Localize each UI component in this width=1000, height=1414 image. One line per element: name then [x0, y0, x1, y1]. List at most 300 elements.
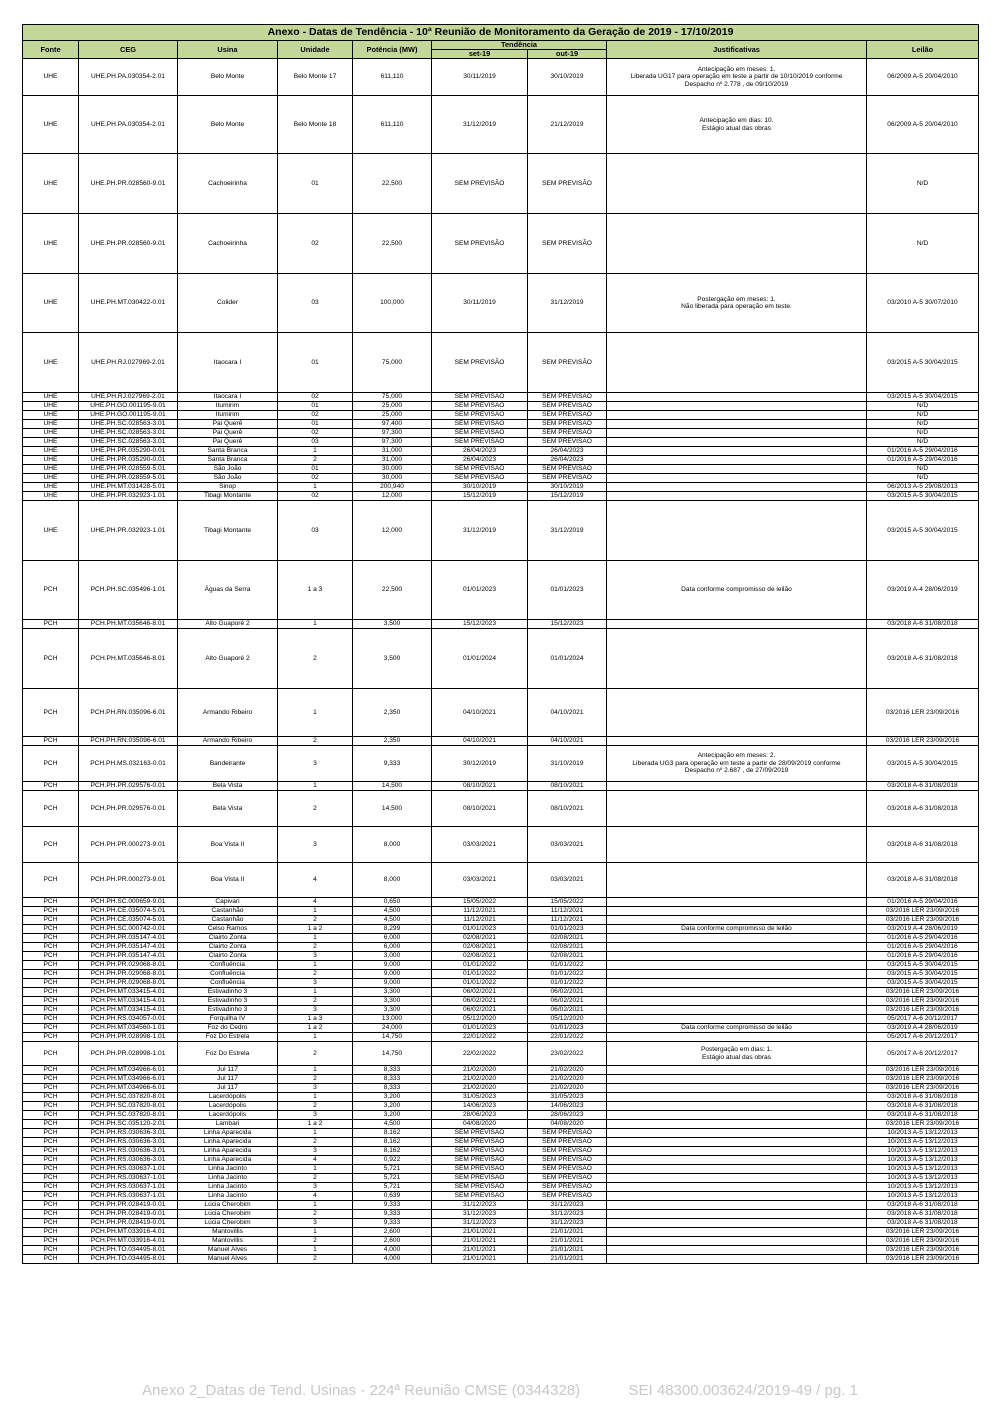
- cell-fonte: PCH: [23, 1174, 79, 1183]
- cell-out: 11/12/2021: [528, 916, 607, 925]
- table-row: [23, 997, 979, 1006]
- cell-usina: Belo Monte: [178, 96, 278, 154]
- cell-unidade: 2: [278, 916, 353, 925]
- header-leilao: Leilão: [867, 41, 979, 59]
- cell-unidade: 01: [278, 333, 353, 393]
- cell-set: SEM PREVISÃO: [432, 333, 528, 393]
- cell-ceg: PCH.PH.MT.035646-8.01: [79, 620, 178, 629]
- table-row: [23, 1084, 979, 1093]
- cell-usina: Tibagi Montante: [178, 492, 278, 501]
- table-row: [23, 689, 979, 737]
- cell-potencia: 2,350: [353, 737, 432, 746]
- footer-document-name: Anexo 2_Datas de Tend. Usinas - 224ª Reunião CMSE (0344328): [142, 1382, 581, 1399]
- cell-ceg: PCH.PH.MS.032163-0.01: [79, 746, 178, 782]
- cell-potencia: 4,500: [353, 1120, 432, 1129]
- cell-ceg: UHE.PH.MT.030422-0.01: [79, 274, 178, 333]
- cell-leilao: 06/2013 A-5 29/08/2013: [867, 483, 979, 492]
- cell-out: SEM PREVISÃO: [528, 1138, 607, 1147]
- cell-usina: Sinop: [178, 483, 278, 492]
- table-row: [23, 925, 979, 934]
- cell-set: SEM PREVISÃO: [432, 411, 528, 420]
- cell-out: 01/01/2022: [528, 970, 607, 979]
- cell-out: 03/03/2021: [528, 827, 607, 863]
- cell-unidade: 01: [278, 154, 353, 214]
- cell-just: [607, 1228, 867, 1237]
- cell-set: 04/10/2021: [432, 689, 528, 737]
- cell-potencia: 2,600: [353, 1228, 432, 1237]
- cell-unidade: 4: [278, 863, 353, 898]
- header-ceg: CEG: [79, 41, 178, 59]
- cell-just: [607, 402, 867, 411]
- cell-usina: Bandeirante: [178, 746, 278, 782]
- cell-ceg: PCH.PH.PR.035147-4.01: [79, 934, 178, 943]
- cell-leilao: 03/2018 A-6 31/08/2018: [867, 620, 979, 629]
- cell-potencia: 12,000: [353, 492, 432, 501]
- cell-ceg: PCH.PH.RS.030637-1.01: [79, 1183, 178, 1192]
- cell-set: SEM PREVISÃO: [432, 420, 528, 429]
- table-row: [23, 96, 979, 154]
- cell-usina: Lúcia Cherobim: [178, 1201, 278, 1210]
- cell-fonte: PCH: [23, 970, 79, 979]
- cell-just: [607, 1183, 867, 1192]
- table-row: [23, 561, 979, 620]
- cell-fonte: PCH: [23, 689, 79, 737]
- cell-leilao: 05/2017 A-6 20/12/2017: [867, 1033, 979, 1042]
- cell-potencia: 611,110: [353, 96, 432, 154]
- cell-fonte: PCH: [23, 561, 79, 620]
- table-row: [23, 1066, 979, 1075]
- cell-usina: Lacerdópolis: [178, 1093, 278, 1102]
- cell-unidade: 2: [278, 1042, 353, 1066]
- cell-ceg: UHE.PH.PR.028560-9.01: [79, 154, 178, 214]
- cell-unidade: 2: [278, 737, 353, 746]
- cell-set: 22/02/2022: [432, 1042, 528, 1066]
- cell-unidade: 02: [278, 411, 353, 420]
- cell-leilao: 03/2018 A-6 31/08/2018: [867, 827, 979, 863]
- cell-just: [607, 1246, 867, 1255]
- cell-out: SEM PREVISÃO: [528, 1183, 607, 1192]
- cell-usina: Jul 117: [178, 1075, 278, 1084]
- cell-out: 05/12/2020: [528, 1015, 607, 1024]
- cell-usina: Cachoeirinha: [178, 154, 278, 214]
- cell-fonte: PCH: [23, 1120, 79, 1129]
- cell-ceg: PCH.PH.PR.029068-8.01: [79, 970, 178, 979]
- cell-out: SEM PREVISÃO: [528, 333, 607, 393]
- cell-usina: Itaocara I: [178, 333, 278, 393]
- cell-set: 30/10/2019: [432, 483, 528, 492]
- cell-fonte: UHE: [23, 402, 79, 411]
- cell-just: [607, 907, 867, 916]
- table-row: [23, 274, 979, 333]
- table-row: [23, 979, 979, 988]
- cell-set: 30/11/2019: [432, 59, 528, 96]
- cell-usina: Linha Jacinto: [178, 1192, 278, 1201]
- cell-just: [607, 979, 867, 988]
- cell-leilao: N/D: [867, 465, 979, 474]
- cell-out: SEM PREVISÃO: [528, 393, 607, 402]
- cell-out: 21/01/2021: [528, 1255, 607, 1264]
- cell-set: 01/01/2024: [432, 629, 528, 689]
- cell-set: SEM PREVISÃO: [432, 1192, 528, 1201]
- table-row: [23, 737, 979, 746]
- table-row: [23, 1147, 979, 1156]
- cell-unidade: 02: [278, 474, 353, 483]
- cell-unidade: 1: [278, 782, 353, 791]
- cell-fonte: PCH: [23, 1156, 79, 1165]
- cell-potencia: 8,299: [353, 925, 432, 934]
- cell-ceg: PCH.PH.SC.035496-1.01: [79, 561, 178, 620]
- cell-just: [607, 988, 867, 997]
- table-row: [23, 746, 979, 782]
- cell-fonte: PCH: [23, 943, 79, 952]
- trend-dates-sheet: [22, 24, 978, 1264]
- cell-leilao: 03/2016 LER 23/09/2016: [867, 1006, 979, 1015]
- cell-leilao: 03/2016 LER 23/09/2016: [867, 997, 979, 1006]
- cell-leilao: 10/2013 A-5 13/12/2013: [867, 1156, 979, 1165]
- cell-unidade: 2: [278, 1102, 353, 1111]
- cell-potencia: 14,750: [353, 1042, 432, 1066]
- cell-unidade: 02: [278, 214, 353, 274]
- cell-unidade: 1: [278, 447, 353, 456]
- cell-leilao: 03/2015 A-5 30/04/2015: [867, 961, 979, 970]
- cell-fonte: PCH: [23, 620, 79, 629]
- cell-unidade: 2: [278, 1237, 353, 1246]
- cell-usina: Castanhão: [178, 916, 278, 925]
- table-row: [23, 1015, 979, 1024]
- cell-potencia: 0,650: [353, 898, 432, 907]
- cell-set: 31/12/2023: [432, 1201, 528, 1210]
- cell-unidade: 2: [278, 1075, 353, 1084]
- cell-usina: Bela Vista: [178, 782, 278, 791]
- cell-just: [607, 737, 867, 746]
- cell-usina: Confluência: [178, 970, 278, 979]
- cell-fonte: PCH: [23, 1228, 79, 1237]
- cell-set: SEM PREVISÃO: [432, 1183, 528, 1192]
- table-row: [23, 438, 979, 447]
- justification-line: Antecipação em meses: 2.: [697, 752, 776, 760]
- cell-just: [607, 970, 867, 979]
- cell-out: SEM PREVISÃO: [528, 1174, 607, 1183]
- header-fonte: Fonte: [23, 41, 79, 59]
- cell-leilao: 03/2015 A-5 30/04/2015: [867, 970, 979, 979]
- table-row: [23, 898, 979, 907]
- cell-just: [607, 1255, 867, 1264]
- cell-just: [607, 827, 867, 863]
- cell-potencia: 9,000: [353, 970, 432, 979]
- cell-usina: Linha Aparecida: [178, 1138, 278, 1147]
- cell-ceg: PCH.PH.RS.030636-3.01: [79, 1147, 178, 1156]
- cell-ceg: PCH.PH.MT.033916-4.01: [79, 1228, 178, 1237]
- cell-usina: Pai Querê: [178, 420, 278, 429]
- table-row: [23, 1042, 979, 1066]
- cell-just: [607, 456, 867, 465]
- table-row: [23, 952, 979, 961]
- cell-leilao: N/D: [867, 429, 979, 438]
- cell-potencia: 25,000: [353, 402, 432, 411]
- cell-potencia: 30,000: [353, 465, 432, 474]
- cell-ceg: PCH.PH.MT.033415-4.01: [79, 1006, 178, 1015]
- cell-leilao: 10/2013 A-5 13/12/2013: [867, 1192, 979, 1201]
- cell-leilao: 03/2016 LER 23/09/2016: [867, 1075, 979, 1084]
- cell-out: 02/08/2021: [528, 943, 607, 952]
- cell-just: [607, 483, 867, 492]
- cell-fonte: PCH: [23, 1075, 79, 1084]
- table-row: [23, 1093, 979, 1102]
- cell-usina: Santa Branca: [178, 447, 278, 456]
- table-row: [23, 934, 979, 943]
- cell-leilao: 03/2016 LER 23/09/2016: [867, 1066, 979, 1075]
- cell-fonte: PCH: [23, 1102, 79, 1111]
- cell-just: [607, 1219, 867, 1228]
- cell-usina: Clairto Zonta: [178, 934, 278, 943]
- table-row: [23, 863, 979, 898]
- justification-line: Data conforme compromisso de leilão: [681, 1024, 792, 1032]
- cell-usina: Pai Querê: [178, 438, 278, 447]
- cell-out: 06/02/2021: [528, 1006, 607, 1015]
- cell-usina: Tibagi Montante: [178, 501, 278, 561]
- cell-potencia: 9,333: [353, 746, 432, 782]
- cell-unidade: 3: [278, 1147, 353, 1156]
- cell-unidade: 1: [278, 1093, 353, 1102]
- cell-unidade: 1: [278, 988, 353, 997]
- cell-potencia: 2,600: [353, 1237, 432, 1246]
- cell-just: [607, 154, 867, 214]
- cell-usina: Capivari: [178, 898, 278, 907]
- cell-potencia: 8,333: [353, 1084, 432, 1093]
- cell-fonte: PCH: [23, 1183, 79, 1192]
- justification-line: Data conforme compromisso de leilão: [681, 925, 792, 933]
- cell-ceg: PCH.PH.RS.030637-1.01: [79, 1174, 178, 1183]
- cell-unidade: 2: [278, 629, 353, 689]
- cell-set: 01/01/2022: [432, 979, 528, 988]
- cell-out: 31/10/2019: [528, 746, 607, 782]
- cell-fonte: PCH: [23, 1111, 79, 1120]
- table-row: [23, 1237, 979, 1246]
- cell-just: [607, 916, 867, 925]
- cell-just: [607, 952, 867, 961]
- cell-leilao: 10/2013 A-5 13/12/2013: [867, 1174, 979, 1183]
- cell-usina: Manuel Alves: [178, 1255, 278, 1264]
- cell-just: [607, 1192, 867, 1201]
- cell-potencia: 8,333: [353, 1066, 432, 1075]
- cell-set: 11/12/2021: [432, 916, 528, 925]
- cell-just: [607, 333, 867, 393]
- cell-ceg: UHE.PH.GO.001195-9.01: [79, 402, 178, 411]
- cell-set: 02/08/2021: [432, 952, 528, 961]
- table-row: [23, 1165, 979, 1174]
- cell-just: [607, 791, 867, 827]
- cell-out: 01/01/2024: [528, 629, 607, 689]
- cell-leilao: 01/2016 A-5 29/04/2016: [867, 934, 979, 943]
- cell-fonte: PCH: [23, 827, 79, 863]
- cell-usina: Confluência: [178, 961, 278, 970]
- cell-out: 08/10/2021: [528, 782, 607, 791]
- header-set-19: set-19: [432, 50, 528, 59]
- table-row: [23, 59, 979, 96]
- cell-leilao: 05/2017 A-6 20/12/2017: [867, 1042, 979, 1066]
- cell-fonte: UHE: [23, 483, 79, 492]
- cell-ceg: UHE.PH.PA.030354-2.01: [79, 59, 178, 96]
- cell-leilao: 01/2016 A-5 29/04/2016: [867, 456, 979, 465]
- cell-unidade: 1: [278, 1129, 353, 1138]
- cell-just: [607, 1174, 867, 1183]
- cell-potencia: 9,333: [353, 1210, 432, 1219]
- cell-usina: Foz Do Estrela: [178, 1042, 278, 1066]
- cell-set: 15/05/2022: [432, 898, 528, 907]
- cell-unidade: 3: [278, 1111, 353, 1120]
- cell-set: 11/12/2021: [432, 907, 528, 916]
- cell-potencia: 3,000: [353, 952, 432, 961]
- cell-potencia: 8,162: [353, 1147, 432, 1156]
- cell-unidade: 1: [278, 961, 353, 970]
- cell-out: 21/02/2020: [528, 1066, 607, 1075]
- cell-fonte: UHE: [23, 154, 79, 214]
- cell-unidade: 2: [278, 1138, 353, 1147]
- cell-set: 05/12/2020: [432, 1015, 528, 1024]
- table-row: [23, 1255, 979, 1264]
- cell-unidade: 1 a 2: [278, 1120, 353, 1129]
- cell-usina: Estivadinho 3: [178, 997, 278, 1006]
- cell-ceg: PCH.PH.MT.033415-4.01: [79, 997, 178, 1006]
- cell-usina: Boa Vista II: [178, 827, 278, 863]
- table-row: [23, 333, 979, 393]
- cell-just: [607, 96, 867, 154]
- cell-ceg: UHE.PH.RJ.027969-2.01: [79, 393, 178, 402]
- cell-ceg: PCH.PH.PR.029068-8.01: [79, 961, 178, 970]
- justification-line: Despacho nº 2.687 , de 27/09/2019: [684, 767, 789, 775]
- cell-usina: Linha Aparecida: [178, 1129, 278, 1138]
- cell-out: 01/01/2022: [528, 961, 607, 970]
- cell-just: [607, 1006, 867, 1015]
- cell-just: [607, 59, 867, 96]
- cell-just: [607, 689, 867, 737]
- cell-unidade: 1: [278, 689, 353, 737]
- cell-fonte: UHE: [23, 333, 79, 393]
- cell-unidade: 03: [278, 438, 353, 447]
- cell-usina: Pai Querê: [178, 429, 278, 438]
- cell-out: 01/01/2022: [528, 979, 607, 988]
- cell-set: 21/01/2021: [432, 1246, 528, 1255]
- cell-out: SEM PREVISÃO: [528, 420, 607, 429]
- cell-set: 04/10/2021: [432, 737, 528, 746]
- cell-fonte: UHE: [23, 474, 79, 483]
- cell-fonte: PCH: [23, 863, 79, 898]
- cell-set: SEM PREVISÃO: [432, 402, 528, 411]
- table-row: [23, 827, 979, 863]
- cell-just: [607, 1015, 867, 1024]
- cell-out: 31/12/2023: [528, 1210, 607, 1219]
- cell-usina: Lúcia Cherobim: [178, 1219, 278, 1228]
- cell-unidade: 01: [278, 402, 353, 411]
- table-row: [23, 1129, 979, 1138]
- cell-out: 04/10/2021: [528, 737, 607, 746]
- cell-set: 31/12/2019: [432, 501, 528, 561]
- cell-unidade: 02: [278, 429, 353, 438]
- cell-just: [607, 1138, 867, 1147]
- cell-ceg: PCH.PH.PR.028419-0.01: [79, 1201, 178, 1210]
- cell-potencia: 8,162: [353, 1138, 432, 1147]
- cell-set: 31/12/2023: [432, 1210, 528, 1219]
- cell-just: [607, 997, 867, 1006]
- cell-unidade: 1: [278, 1201, 353, 1210]
- table-row: [23, 1228, 979, 1237]
- cell-fonte: PCH: [23, 916, 79, 925]
- cell-potencia: 8,333: [353, 1075, 432, 1084]
- cell-ceg: PCH.PH.SC.000742-0.01: [79, 925, 178, 934]
- cell-just: [607, 1201, 867, 1210]
- cell-fonte: UHE: [23, 274, 79, 333]
- cell-out: 06/02/2021: [528, 997, 607, 1006]
- cell-leilao: 05/2017 A-6 20/12/2017: [867, 1015, 979, 1024]
- cell-leilao: 03/2015 A-5 30/04/2015: [867, 492, 979, 501]
- cell-just: [607, 1210, 867, 1219]
- cell-leilao: 03/2016 LER 23/09/2016: [867, 1246, 979, 1255]
- cell-set: 31/12/2023: [432, 1219, 528, 1228]
- cell-out: 21/01/2021: [528, 1246, 607, 1255]
- cell-set: SEM PREVISÃO: [432, 393, 528, 402]
- cell-usina: Linha Aparecida: [178, 1156, 278, 1165]
- cell-ceg: PCH.PH.MT.034966-6.01: [79, 1084, 178, 1093]
- cell-usina: Castanhão: [178, 907, 278, 916]
- cell-ceg: UHE.PH.PR.028559-5.01: [79, 465, 178, 474]
- cell-out: 15/12/2023: [528, 620, 607, 629]
- cell-leilao: N/D: [867, 474, 979, 483]
- cell-unidade: 02: [278, 492, 353, 501]
- cell-ceg: PCH.PH.SC.000659-9.01: [79, 898, 178, 907]
- cell-just: [607, 561, 867, 620]
- justification-line: Liberada UG3 para operação em teste a partir de 28/09/2019 conforme: [632, 759, 841, 767]
- table-row: [23, 1174, 979, 1183]
- cell-usina: Lambari: [178, 1120, 278, 1129]
- cell-set: 15/12/2023: [432, 620, 528, 629]
- cell-just: [607, 429, 867, 438]
- cell-fonte: PCH: [23, 1138, 79, 1147]
- cell-unidade: 3: [278, 1219, 353, 1228]
- cell-set: SEM PREVISÃO: [432, 214, 528, 274]
- cell-set: SEM PREVISÃO: [432, 154, 528, 214]
- cell-ceg: PCH.PH.MT.033916-4.01: [79, 1237, 178, 1246]
- table-row: [23, 154, 979, 214]
- cell-usina: Mantovillis: [178, 1228, 278, 1237]
- cell-ceg: PCH.PH.MT.033415-4.01: [79, 988, 178, 997]
- table-row: [23, 1219, 979, 1228]
- cell-usina: Lacerdópolis: [178, 1102, 278, 1111]
- cell-set: SEM PREVISÃO: [432, 1174, 528, 1183]
- cell-just: [607, 501, 867, 561]
- cell-fonte: UHE: [23, 447, 79, 456]
- cell-out: 28/06/2023: [528, 1111, 607, 1120]
- cell-ceg: UHE.PH.PR.028560-9.01: [79, 214, 178, 274]
- cell-fonte: PCH: [23, 952, 79, 961]
- cell-unidade: 1: [278, 907, 353, 916]
- cell-usina: Belo Monte: [178, 59, 278, 96]
- cell-unidade: 01: [278, 465, 353, 474]
- cell-just: [607, 438, 867, 447]
- cell-ceg: PCH.PH.MT.034966-6.01: [79, 1066, 178, 1075]
- cell-ceg: PCH.PH.RN.035096-6.01: [79, 689, 178, 737]
- table-row: [23, 943, 979, 952]
- cell-set: 08/10/2021: [432, 782, 528, 791]
- cell-potencia: 3,500: [353, 620, 432, 629]
- cell-usina: Celso Ramos: [178, 925, 278, 934]
- cell-ceg: PCH.PH.SC.035120-2.01: [79, 1120, 178, 1129]
- cell-ceg: PCH.PH.RS.030636-3.01: [79, 1129, 178, 1138]
- cell-just: [607, 629, 867, 689]
- cell-ceg: PCH.PH.RS.030636-3.01: [79, 1138, 178, 1147]
- cell-out: 01/01/2023: [528, 561, 607, 620]
- table-row: [23, 402, 979, 411]
- cell-just: [607, 1129, 867, 1138]
